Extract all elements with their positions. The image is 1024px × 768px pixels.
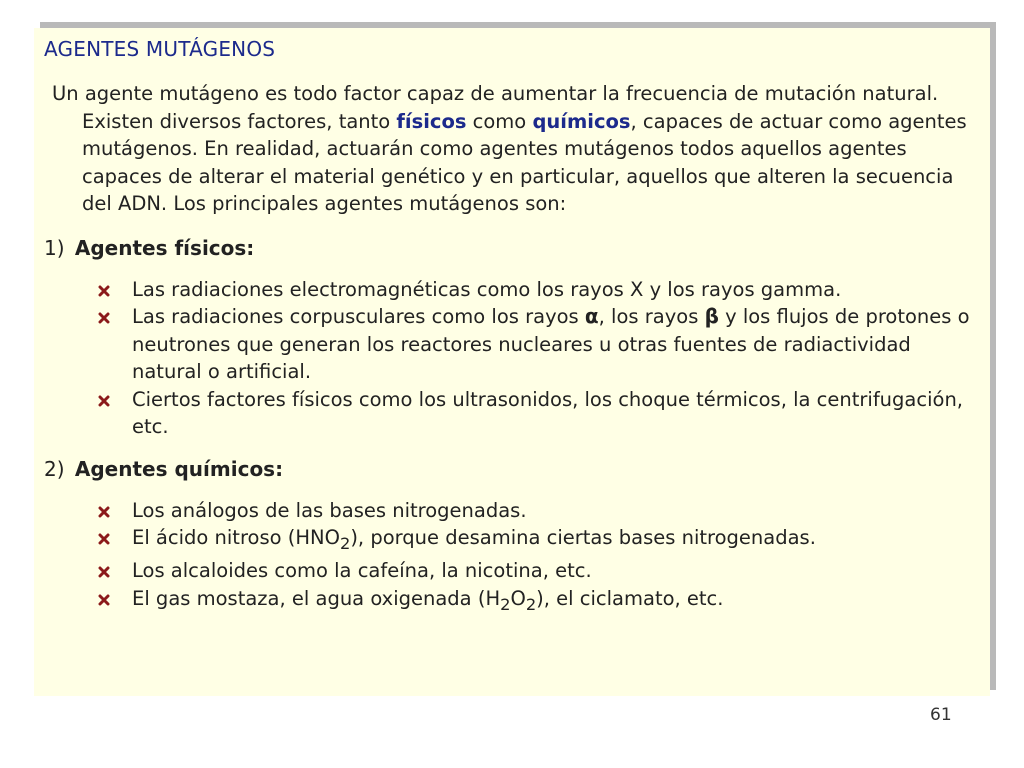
list-item-text: Los análogos de las bases nitrogenadas. [132, 498, 527, 522]
red-x-mark-icon [98, 285, 110, 297]
alpha-symbol: α [584, 304, 599, 328]
subscript: 2 [525, 594, 537, 614]
list-item [132, 386, 978, 441]
list-item-text: El ácido nitroso (HNO [132, 526, 340, 549]
list-item-text: y los flujos de protones o neutrones que generan los reactores nucleares u otras fuentes de radiactividad natural o artificial. [132, 305, 970, 383]
list-item-text: Ciertos factores físicos como los ultrasonidos, los choque térmicos, la centrifugación, etc. [132, 387, 963, 438]
red-x-mark-icon [98, 533, 110, 545]
list-item [132, 585, 978, 618]
list-item [132, 557, 978, 585]
section-label: Agentes físicos: [74, 235, 255, 260]
red-x-mark-icon [98, 594, 110, 606]
section-heading-chemical [44, 455, 978, 483]
intro-paragraph [52, 80, 978, 218]
physical-agents-list [44, 276, 978, 441]
list-item-text: Las radiaciones corpusculares como los rayos [132, 305, 585, 328]
red-x-mark-icon [98, 395, 110, 407]
intro-text-2: como [466, 109, 533, 133]
list-item [132, 303, 978, 386]
subscript: 2 [339, 533, 351, 553]
section-heading-physical [44, 234, 978, 262]
red-x-mark-icon [98, 566, 110, 578]
list-item [132, 524, 978, 557]
intro-text-1: Un agente mutágeno es todo factor capaz de aumentar la frecuencia de mutación natural. Existen diversos factores, tanto [52, 82, 939, 133]
red-x-mark-icon [98, 312, 110, 324]
list-item-text: O [510, 586, 526, 610]
list-item [132, 276, 978, 304]
content-panel [34, 28, 990, 696]
section-number: 1) [44, 235, 65, 260]
section-number: 2) [44, 456, 65, 481]
keyword-fisicos: físicos [396, 109, 467, 133]
list-item [132, 497, 978, 525]
list-item-text: El gas mostaza, el agua oxigenada (H [132, 586, 501, 610]
intro-text-3: , capaces de actuar como agentes mutágenos. En realidad, actuarán como agentes mutágenos todos aquellos agentes capaces de alterar el material genético y en particular, aquellos que alteren la secuencia del ADN. Los principales agentes mutágenos son: [82, 109, 967, 215]
chemical-agents-list [44, 497, 978, 619]
list-item-text: Las radiaciones electromagnéticas como los rayos X y los rayos gamma. [132, 277, 842, 301]
list-item-text: ), el ciclamato, etc. [536, 586, 724, 610]
subscript: 2 [500, 594, 511, 614]
red-x-mark-icon [98, 506, 110, 518]
list-item-text: ), porque desamina ciertas bases nitrogenadas. [350, 526, 816, 549]
section-label: Agentes químicos: [74, 456, 284, 481]
slide-title: AGENTES MUTÁGENOS [44, 37, 276, 61]
keyword-quimicos: químicos [532, 109, 631, 133]
list-item-text: , los rayos [598, 305, 705, 328]
list-item-text: Los alcaloides como la cafeína, la nicotina, etc. [132, 559, 592, 583]
page-number: 61 [930, 705, 952, 725]
beta-symbol: β [704, 304, 719, 328]
